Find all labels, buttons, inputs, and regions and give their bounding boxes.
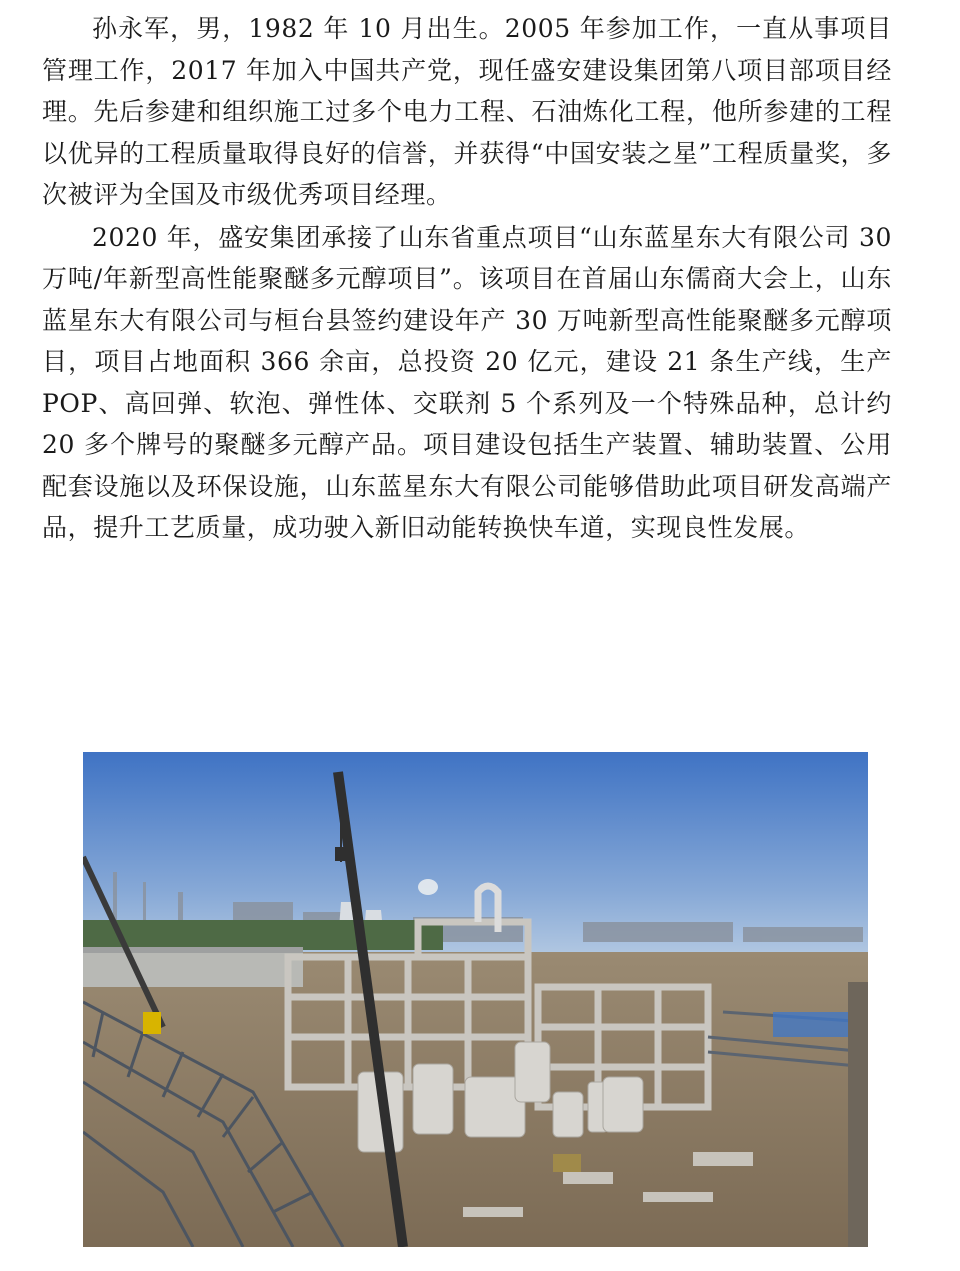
construction-site-photo — [83, 752, 868, 1247]
article-body — [42, 8, 892, 549]
construction-site-illustration — [83, 752, 868, 1247]
site-vehicle — [553, 1154, 581, 1172]
tree-line — [83, 920, 443, 950]
right-building-edge — [848, 982, 868, 1247]
paragraph-biography: 孙永军，男，1982 年 10 月出生。2005 年参加工作，一直从事项目管理工作，2017 年加入中国共产党，现任盛安建设集团第八项目部项目经理。先后参建和组织施工过多个电力工程、石油炼化工程，他所参建的工程以优异的工程质量取得良好的信誉，并获得“中国安装之星”工程质量奖，多次被评为全国及市级优秀项目经理。 — [42, 14, 892, 209]
paragraph-project: 2020 年，盛安集团承接了山东省重点项目“山东蓝星东大有限公司 30 万吨/年新型高性能聚醚多元醇项目”。该项目在首届山东儒商大会上，山东蓝星东大有限公司与桓台县签约建设年产 30 万吨新型高性能聚醚多元醇项目，项目占地面积 366 余亩，总投资 20 亿元，建设 21 条生产线，生产 POP、高回弹、软泡、弹性体、交联剂 5 个系列及一个特殊品种，总计约 20 多个牌号的聚醚多元醇产品。项目建设包括生产装置、辅助装置、公用配套设施以及环保设施，山东蓝星东大有限公司能够借助此项目研发高端产品，提升工艺质量，成功驶入新旧动能转换快车道，实现良性发展。 — [42, 222, 892, 542]
smoke-plume — [418, 879, 438, 895]
